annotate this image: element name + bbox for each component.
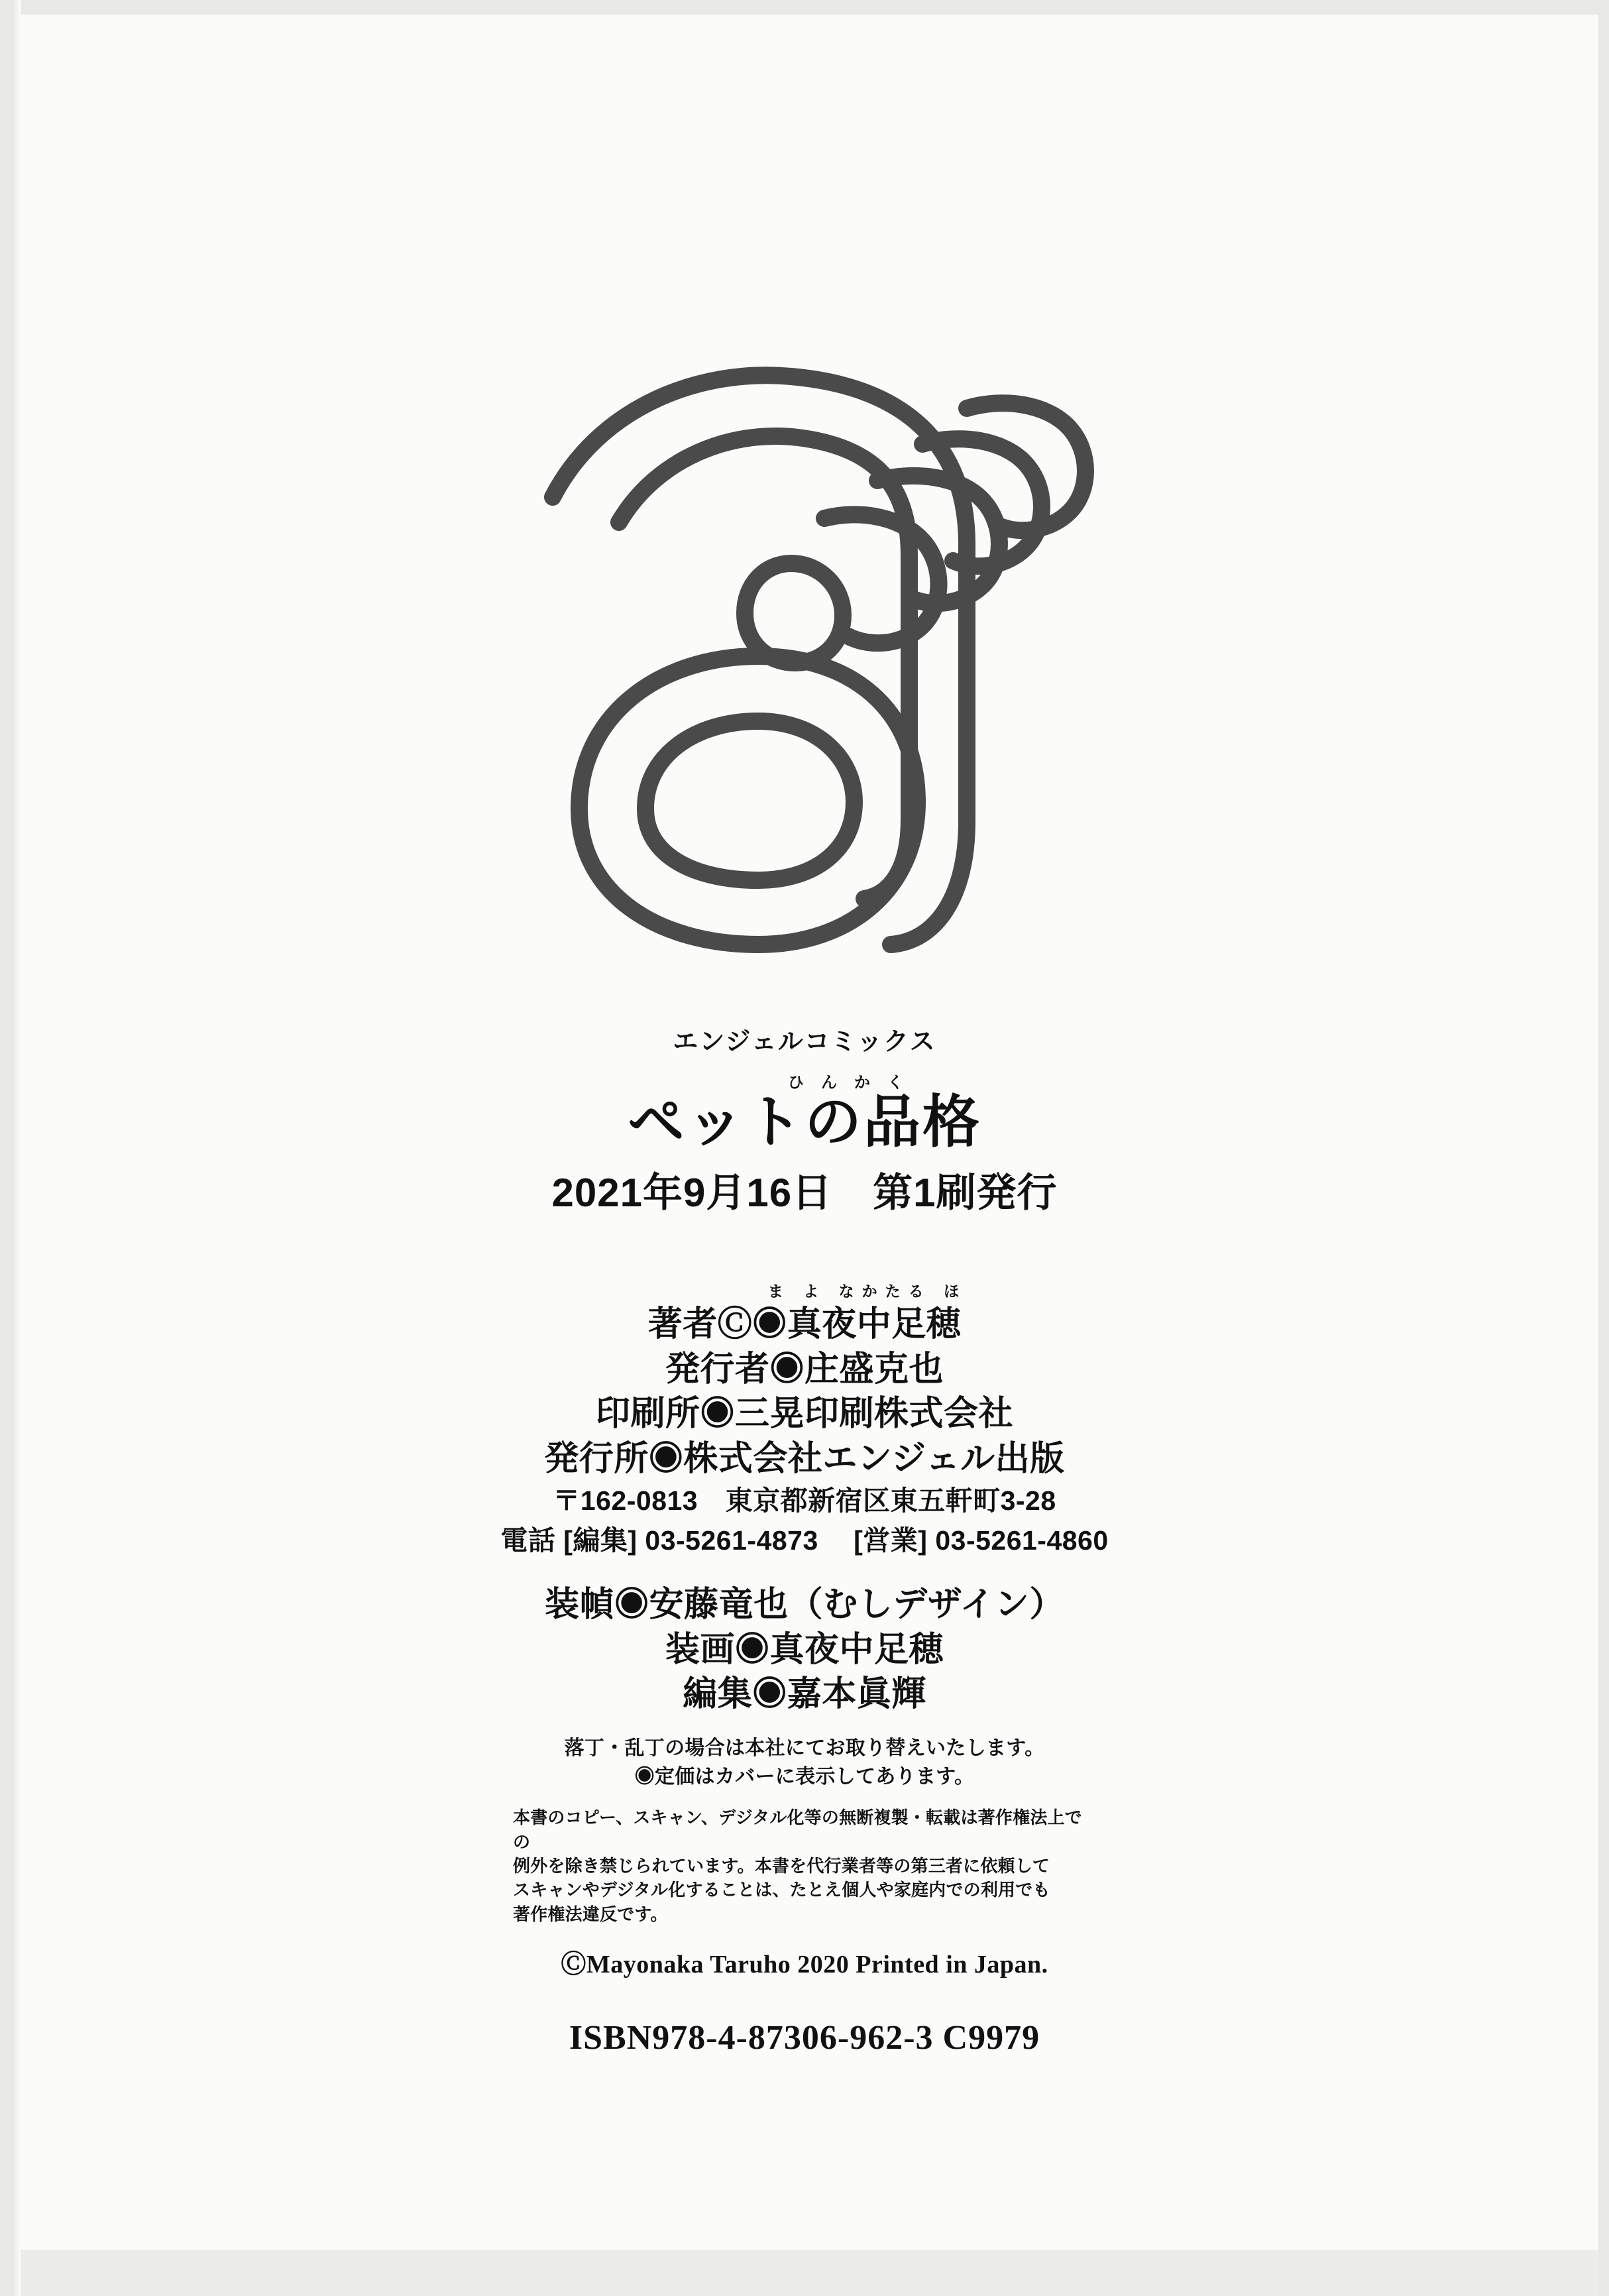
credit-editor: 編集◉嘉本眞輝 [683,1675,926,1714]
copyright-notice: ⒸMayonaka Taruho 2020 Printed in Japan. [561,1951,1048,1979]
credit-cover-art: 装画◉真夜中足穂 [665,1630,944,1669]
publisher-phone: 電話 [編集] 03-5261-4873 [営業] 03-5261-4860 [500,1524,1109,1556]
colophon-block [0,1279,1609,2057]
copyright-fineprint [513,1806,1096,1926]
credit-author: 著者Ⓒ◉真夜中足穂 [647,1305,962,1344]
credit-cover-design: 装幀◉安藤竜也（むしデザイン） [545,1585,1064,1625]
author-ruby: ま よ なかたる ほ [767,1283,968,1300]
publication-date: 2021年9月16日 第1刷発行 [551,1171,1058,1215]
publisher-logo [0,345,1609,988]
title-block [0,1021,1609,1218]
publisher-address: 〒162-0813 東京都新宿区東五軒町3-28 [553,1485,1056,1517]
credit-printer: 印刷所◉三晃印刷株式会社 [595,1395,1013,1434]
scan-edge-bottom [0,2250,1609,2296]
book-title: ペットの品格 [628,1090,981,1154]
spacer [0,1560,1609,1583]
spacer [0,1717,1609,1735]
fineprint-line-2: 例外を除き禁じられています。本書を代行業者等の第三者に依頼して [513,1856,1050,1876]
series-label: エンジェルコミックス [673,1028,936,1056]
notice-defective-copy: 落丁・乱丁の場合は本社にてお取り替えいたします。 [564,1737,1045,1760]
notice-price-on-cover: ◉定価はカバーに表示してあります。 [634,1765,975,1788]
credit-publisher-person: 発行者◉庄盛克也 [665,1349,944,1389]
angel-a-logo-icon [480,345,1129,988]
fineprint-line-4: 著作権法違反です。 [513,1904,668,1924]
fineprint-line-3: スキャンやデジタル化することは、たとえ個人や家庭内での利用でも [513,1880,1050,1900]
isbn-code: ISBN978-4-87306-962-3 C9979 [569,2019,1040,2057]
credit-publisher-company: 発行所◉株式会社エンジェル出版 [544,1439,1065,1478]
fineprint-line-1: 本書のコピー、スキャン、デジタル化等の無断複製・転載は著作権法上での [513,1808,1082,1852]
scan-edge-top [0,0,1609,15]
title-ruby: ひんかく [788,1074,920,1092]
